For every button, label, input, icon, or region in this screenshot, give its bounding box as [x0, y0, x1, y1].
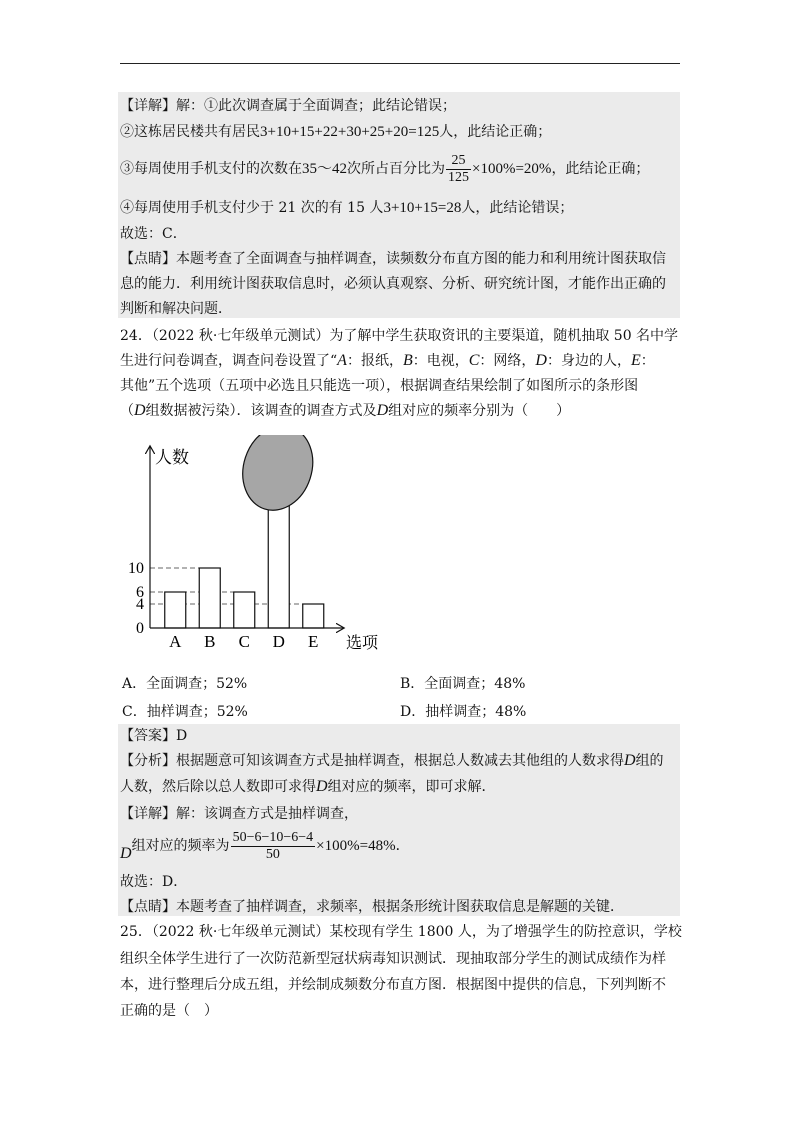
- y-tick-label: 4: [136, 596, 144, 613]
- y-tick-label: 6: [136, 584, 144, 601]
- q23-choice: 故选：C．: [120, 226, 187, 242]
- q25-stem-4: 正确的是（ ）: [120, 1003, 218, 1019]
- y-tick-label: 10: [128, 560, 144, 577]
- q24-comment: 【点睛】本题考查了抽样调查，求频率，根据条形统计图获取信息是解题的关键．: [120, 899, 624, 915]
- bar-chart: [115, 435, 405, 655]
- q23-statement-4: ④每周使用手机支付少于 21 次的有 15 人3+10+15=28人，此结论错误；: [120, 200, 574, 216]
- ink-stain: [232, 435, 323, 519]
- bar-b: [199, 568, 220, 628]
- q24-stem-4: （D组数据被污染）．该调查的调查方式及D组对应的频率分别为（ ）: [120, 402, 571, 419]
- q24-stem-2: 生进行问卷调查，调查问卷设置了“A：报纸，B：电视，C：网络，D：身边的人，E：: [120, 352, 655, 369]
- q23-statement-2: ②这栋居民楼共有居民3+10+15+22+30+25+20=125人，此结论正确；: [120, 124, 552, 140]
- x-category-label: E: [308, 632, 319, 651]
- header-rule: [120, 63, 680, 64]
- q24-stem-1: 24．（2022 秋·七年级单元测试）为了解中学生获取资讯的主要渠道，随机抽取 50 名中学: [120, 328, 679, 344]
- q24-stem-3: 其他”五个选项（五项中必选且只能选一项），根据调查结果绘制了如图所示的条形图: [120, 378, 639, 394]
- q25-stem-2: 组织全体学生进行了一次防范新型冠状病毒知识测试．现抽取部分学生的测试成绩作为样: [120, 951, 666, 967]
- q23-comment-1: 【点睛】本题考查了全面调查与抽样调查，读频数分布直方图的能力和利用统计图获取信: [120, 251, 666, 267]
- x-category-label: D: [272, 632, 285, 651]
- x-category-label: A: [169, 632, 182, 651]
- q23-comment-2: 息的能力．利用统计图获取信息时，必须认真观察、分析、研究统计图，才能作出正确的: [120, 276, 666, 292]
- option-d[interactable]: D．抽样调查；48%: [400, 704, 527, 720]
- q23-statement-3: ③每周使用手机支付的次数在35～42次所占百分比为 $\frac{25}{125}$ ×100%=20%，此结论正确；: [120, 152, 650, 185]
- bar-a: [165, 592, 186, 628]
- q24-detail-1: 【详解】解：该调查方式是抽样调查，: [120, 806, 358, 822]
- x-category-label: B: [204, 632, 216, 651]
- q24-analysis-2: 人数，然后除以总人数即可求得D组对应的频率，即可求解．: [120, 778, 496, 795]
- q23-detail-line: 【详解】解：①此次调查属于全面调查；此结论错误；: [120, 98, 456, 114]
- q25-stem-1: 25．（2022 秋·七年级单元测试）某校现有学生 1800 人，为了增强学生的防控意识，学校: [120, 924, 682, 940]
- q24-analysis-1: 【分析】根据题意可知该调查方式是抽样调查，根据总人数减去其他组的人数求得D组的: [120, 752, 664, 769]
- bar-e: [303, 604, 324, 628]
- y-tick-label: 0: [136, 620, 144, 637]
- bar-c: [234, 592, 255, 628]
- q23-comment-3: 判断和解决问题．: [120, 301, 232, 317]
- option-b[interactable]: B．全面调查；48%: [400, 676, 526, 692]
- q24-choice: 故选：D．: [120, 874, 188, 890]
- q24-answer: 【答案】D: [120, 728, 188, 744]
- q24-fraction: $\frac{50-6-10-6-4}{50}$: [232, 829, 314, 862]
- option-a[interactable]: A．全面调查；52%: [122, 676, 248, 692]
- option-c[interactable]: C．抽样调查；52%: [122, 704, 248, 720]
- q25-stem-3: 本，进行整理后分成五组，并绘制成频数分布直方图．根据图中提供的信息，下列判断不: [120, 977, 666, 993]
- q24-detail-2: D组对应的频率为 $\frac{50-6-10-6-4}{50}$ ×100%=48%．: [120, 829, 410, 862]
- x-axis-label: 选项: [346, 635, 379, 652]
- y-axis-label: 人数: [155, 448, 189, 467]
- x-category-label: C: [238, 632, 250, 651]
- q23-fraction: $\frac{25}{125}$: [448, 152, 470, 185]
